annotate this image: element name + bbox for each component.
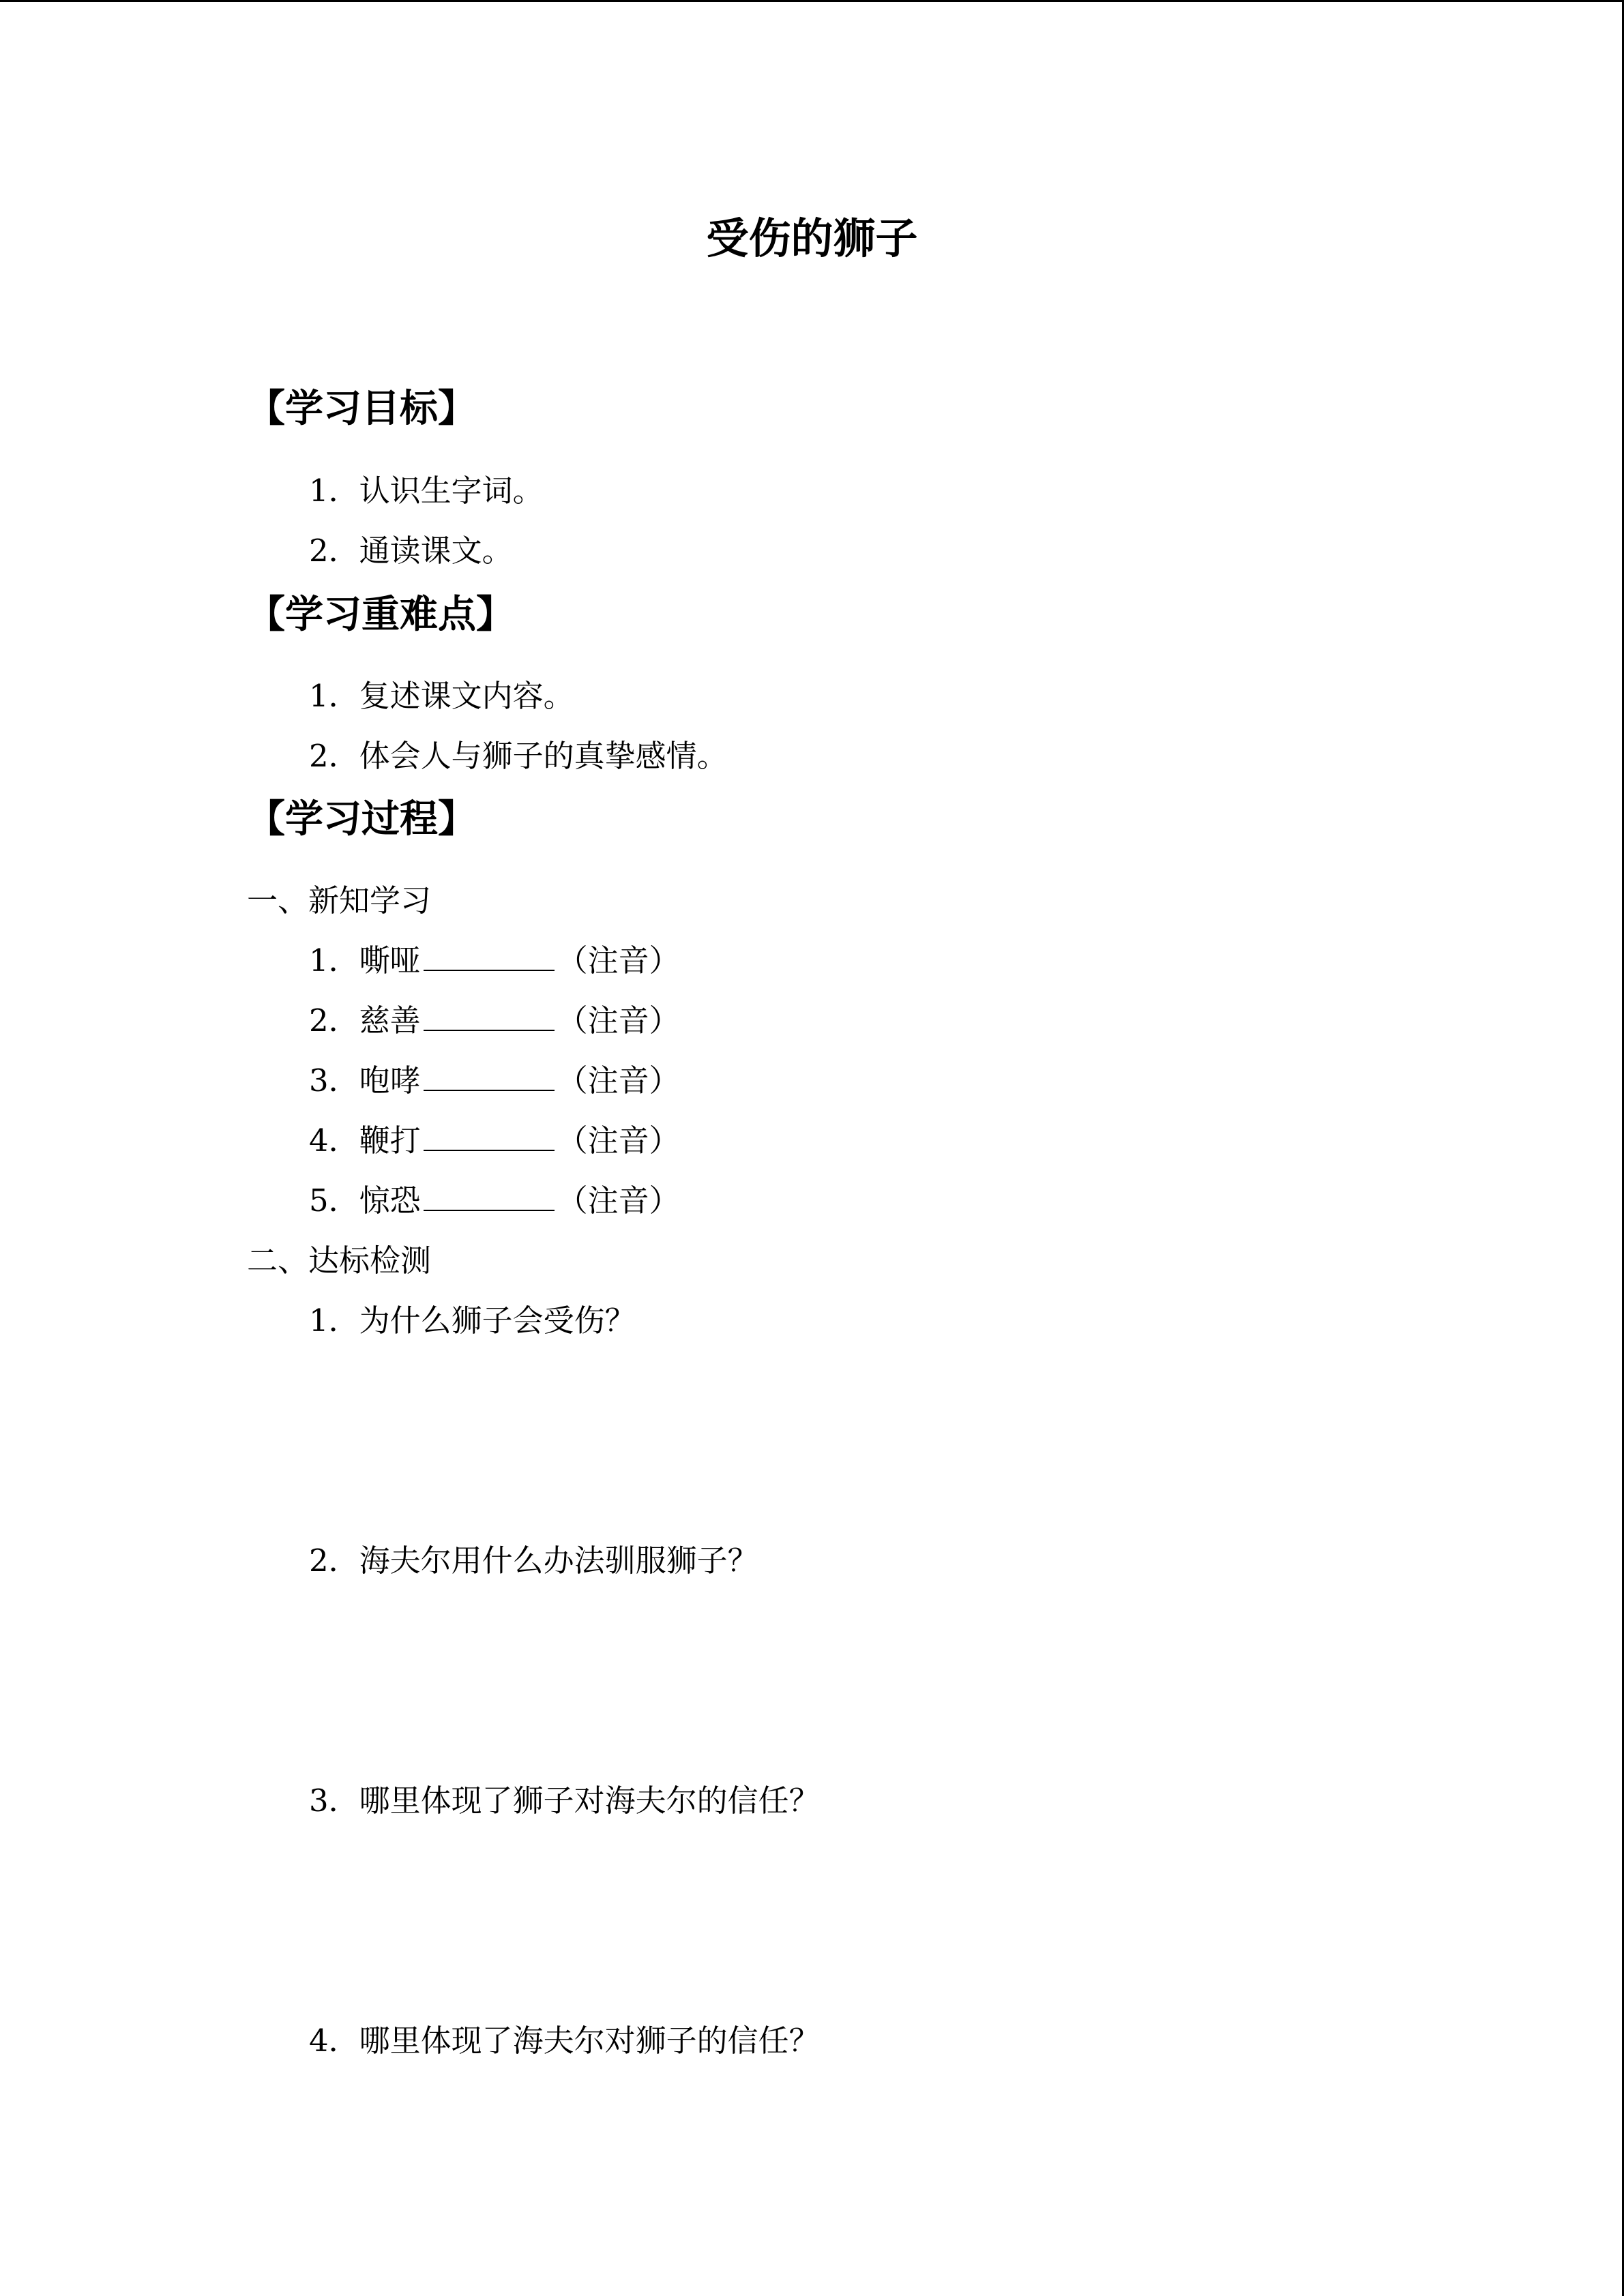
objectives-heading: 【学习目标】	[247, 387, 476, 431]
pinyin-note: （注音）	[557, 1062, 680, 1099]
question-item: 2．海夫尔用什么办法驯服狮子？	[309, 1542, 758, 1579]
pinyin-word: 5．惊恐	[309, 1182, 421, 1219]
pinyin-item	[309, 1177, 680, 1225]
objective-item: 1．认识生字词。	[309, 473, 544, 509]
answer-blank[interactable]	[424, 940, 555, 971]
key-point-item: 1．复述课文内容。	[309, 678, 574, 714]
answer-blank[interactable]	[424, 1000, 555, 1031]
question-item: 1．为什么狮子会受伤？	[309, 1302, 636, 1339]
process-heading: 【学习过程】	[247, 797, 476, 841]
pinyin-word: 2．慈善	[309, 1002, 421, 1039]
key-point-item: 2．体会人与狮子的真挚感情。	[309, 738, 728, 774]
question-item: 4．哪里体现了海夫尔对狮子的信任？	[309, 2023, 820, 2059]
part2-label: 二、达标检测	[247, 1242, 432, 1279]
part1-label: 一、新知学习	[247, 882, 432, 919]
answer-blank[interactable]	[424, 1060, 555, 1091]
pinyin-word: 1．嘶哑	[309, 942, 421, 979]
pinyin-note: （注音）	[557, 942, 680, 979]
question-item: 3．哪里体现了狮子对海夫尔的信任？	[309, 1783, 820, 1819]
pinyin-word: 4．鞭打	[309, 1122, 421, 1159]
objective-item: 2．通读课文。	[309, 533, 513, 569]
pinyin-item	[309, 997, 680, 1045]
page-top-border	[0, 0, 1624, 2]
pinyin-item	[309, 1057, 680, 1105]
answer-blank[interactable]	[424, 1120, 555, 1151]
answer-blank[interactable]	[424, 1180, 555, 1211]
pinyin-item	[309, 1117, 680, 1165]
pinyin-item	[309, 937, 680, 985]
key-points-heading: 【学习重难点】	[247, 593, 514, 637]
pinyin-note: （注音）	[557, 1122, 680, 1159]
pinyin-word: 3．咆哮	[309, 1062, 421, 1099]
document-title: 受伤的狮子	[706, 213, 918, 263]
pinyin-note: （注音）	[557, 1002, 680, 1039]
pinyin-note: （注音）	[557, 1182, 680, 1219]
